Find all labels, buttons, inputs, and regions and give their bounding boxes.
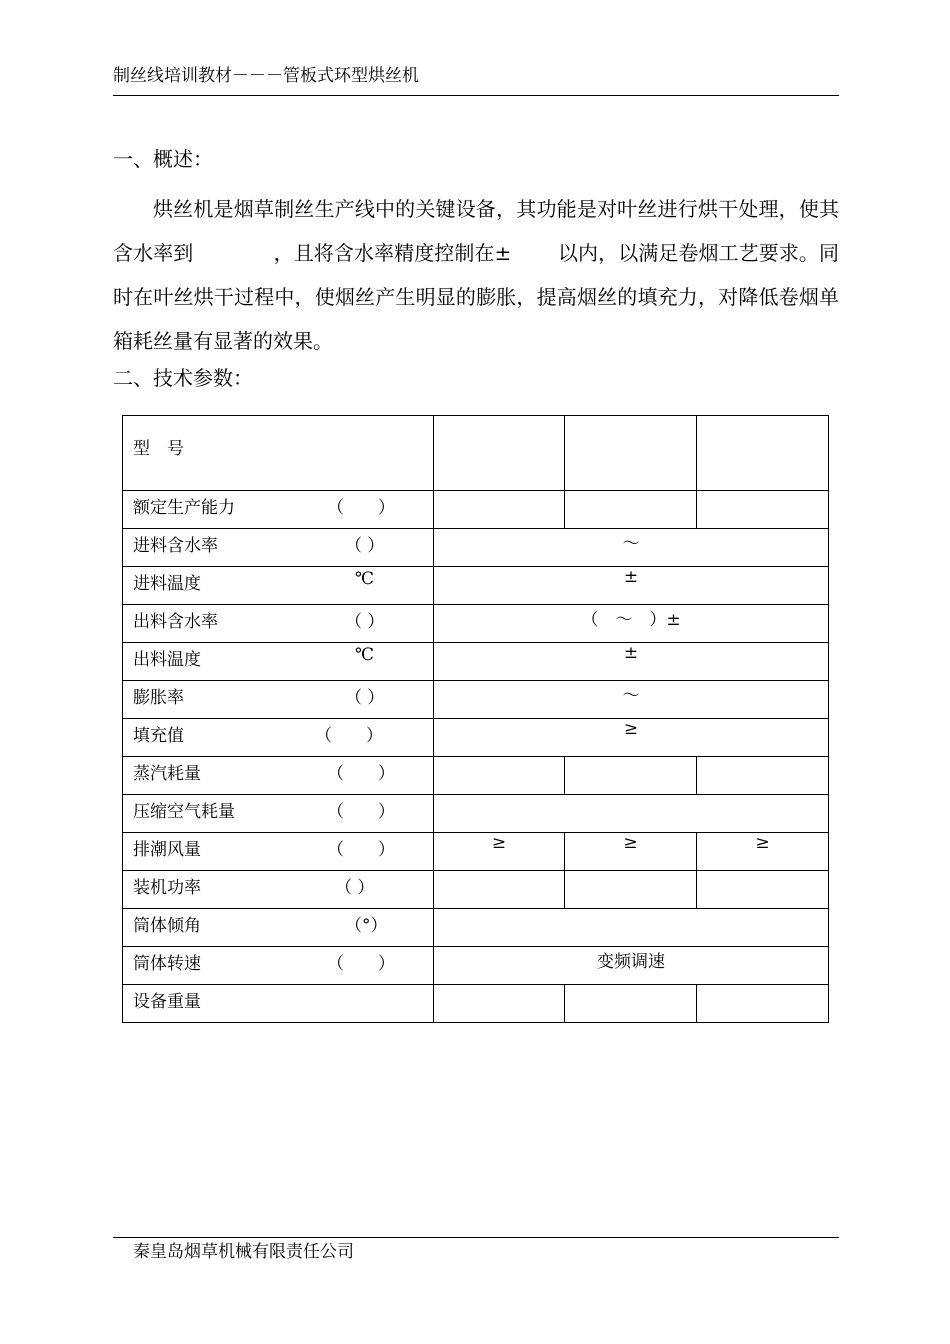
- spec-value-cell: [697, 416, 829, 491]
- spec-value-cell: [434, 416, 565, 491]
- spec-param-unit: ℃: [355, 569, 375, 589]
- spec-value-cell: [697, 871, 829, 909]
- spec-value-cell: [565, 871, 697, 909]
- spec-label-cell: [123, 833, 434, 871]
- spec-table: [122, 415, 829, 1023]
- spec-label-cell: [123, 605, 434, 643]
- spec-param-unit: （ ）: [327, 802, 395, 822]
- spec-param-name: 压缩空气耗量: [133, 802, 235, 822]
- spec-row: [123, 643, 829, 681]
- spec-label-cell: [123, 909, 434, 947]
- spec-param-name: 出料温度: [133, 650, 201, 670]
- spec-param-name: 装机功率: [133, 878, 201, 898]
- running-header: 制丝线培训教材－－－管板式环型烘丝机: [113, 66, 419, 86]
- spec-value-cell: [434, 795, 829, 833]
- spec-row: [123, 719, 829, 757]
- spec-label-cell: [123, 567, 434, 605]
- spec-param-unit: （ ）: [345, 536, 385, 556]
- spec-row: [123, 567, 829, 605]
- spec-value-cell: ≥: [565, 833, 697, 871]
- spec-label-cell: [123, 795, 434, 833]
- spec-value-cell: ～: [434, 529, 829, 567]
- spec-row: [123, 985, 829, 1023]
- spec-label-cell: [123, 643, 434, 681]
- spec-param-name: 排潮风量: [133, 840, 201, 860]
- spec-param-unit: ℃: [355, 645, 375, 665]
- spec-row: [123, 909, 829, 947]
- spec-param-name: 筒体转速: [133, 954, 201, 974]
- spec-value-cell: [434, 491, 565, 529]
- section-heading-overview: 一、概述：: [113, 147, 213, 171]
- spec-value-cell: ≥: [434, 719, 829, 757]
- spec-value-cell: [434, 909, 829, 947]
- header-rule: [113, 95, 839, 96]
- spec-param-name: 出料含水率: [133, 612, 218, 632]
- spec-row: [123, 833, 829, 871]
- spec-param-unit: （ ）: [327, 498, 395, 518]
- spec-row: [123, 947, 829, 985]
- spec-value-cell: [565, 491, 697, 529]
- spec-value-cell: [565, 985, 697, 1023]
- spec-row: [123, 757, 829, 795]
- spec-param-name: 设备重量: [133, 992, 201, 1012]
- spec-param-name: 筒体倾角: [133, 916, 201, 936]
- spec-param-unit: （ ）: [335, 878, 375, 898]
- spec-param-name: 填充值: [133, 726, 184, 746]
- spec-param-unit: （ ）: [345, 688, 385, 708]
- spec-value-cell: ±: [434, 643, 829, 681]
- spec-label-cell: [123, 985, 434, 1023]
- spec-value-cell: ≥: [697, 833, 829, 871]
- spec-label-cell: [123, 416, 434, 491]
- spec-param-name: 膨胀率: [133, 688, 184, 708]
- spec-value-cell: [565, 416, 697, 491]
- spec-param-unit: （ ）: [327, 840, 395, 860]
- spec-label-cell: [123, 529, 434, 567]
- spec-label-cell: [123, 947, 434, 985]
- spec-value-cell: [697, 985, 829, 1023]
- spec-param-unit: （ ）: [327, 764, 395, 784]
- spec-value-cell: ±: [434, 567, 829, 605]
- overview-paragraph: [113, 187, 839, 363]
- spec-param-unit: （°）: [345, 916, 388, 936]
- spec-row: [123, 491, 829, 529]
- spec-row: [123, 416, 829, 491]
- spec-value-cell: [565, 757, 697, 795]
- spec-param-unit: （ ）: [315, 726, 383, 746]
- spec-value-cell: （ ～ ）±: [434, 605, 829, 643]
- spec-label-cell: [123, 757, 434, 795]
- spec-param-name: 型 号: [133, 439, 184, 459]
- spec-value-cell: 变频调速: [434, 947, 829, 985]
- spec-label-cell: [123, 719, 434, 757]
- spec-value-cell: [697, 757, 829, 795]
- spec-row: [123, 605, 829, 643]
- spec-param-unit: （ ）: [345, 612, 385, 632]
- spec-label-cell: [123, 491, 434, 529]
- spec-value-cell: [697, 491, 829, 529]
- spec-value-cell: [434, 871, 565, 909]
- spec-param-unit: （ ）: [327, 954, 395, 974]
- spec-row: [123, 871, 829, 909]
- spec-param-name: 额定生产能力: [133, 498, 235, 518]
- spec-param-name: 蒸汽耗量: [133, 764, 201, 784]
- spec-value-cell: [434, 757, 565, 795]
- spec-param-name: 进料含水率: [133, 536, 218, 556]
- spec-value-cell: ≥: [434, 833, 565, 871]
- section-heading-specs: 二、技术参数：: [113, 366, 253, 390]
- spec-value-cell: [434, 985, 565, 1023]
- spec-row: [123, 529, 829, 567]
- spec-param-name: 进料温度: [133, 574, 201, 594]
- spec-label-cell: [123, 681, 434, 719]
- footer-rule: [113, 1237, 839, 1238]
- spec-label-cell: [123, 871, 434, 909]
- spec-row: [123, 681, 829, 719]
- spec-value-cell: ～: [434, 681, 829, 719]
- spec-row: [123, 795, 829, 833]
- footer-company: 秦皇岛烟草机械有限责任公司: [133, 1242, 354, 1262]
- overview-text: 烘丝机是烟草制丝生产线中的关键设备，其功能是对叶丝进行烘干处理，使其含水率到 ，且将含水率精度控制在± 以内，以满足卷烟工艺要求。同时在叶丝烘干过程中，使烟丝产生明显的膨胀，提高烟丝的填充力，对降低卷烟单箱耗丝量有显著的效果。: [113, 197, 839, 353]
